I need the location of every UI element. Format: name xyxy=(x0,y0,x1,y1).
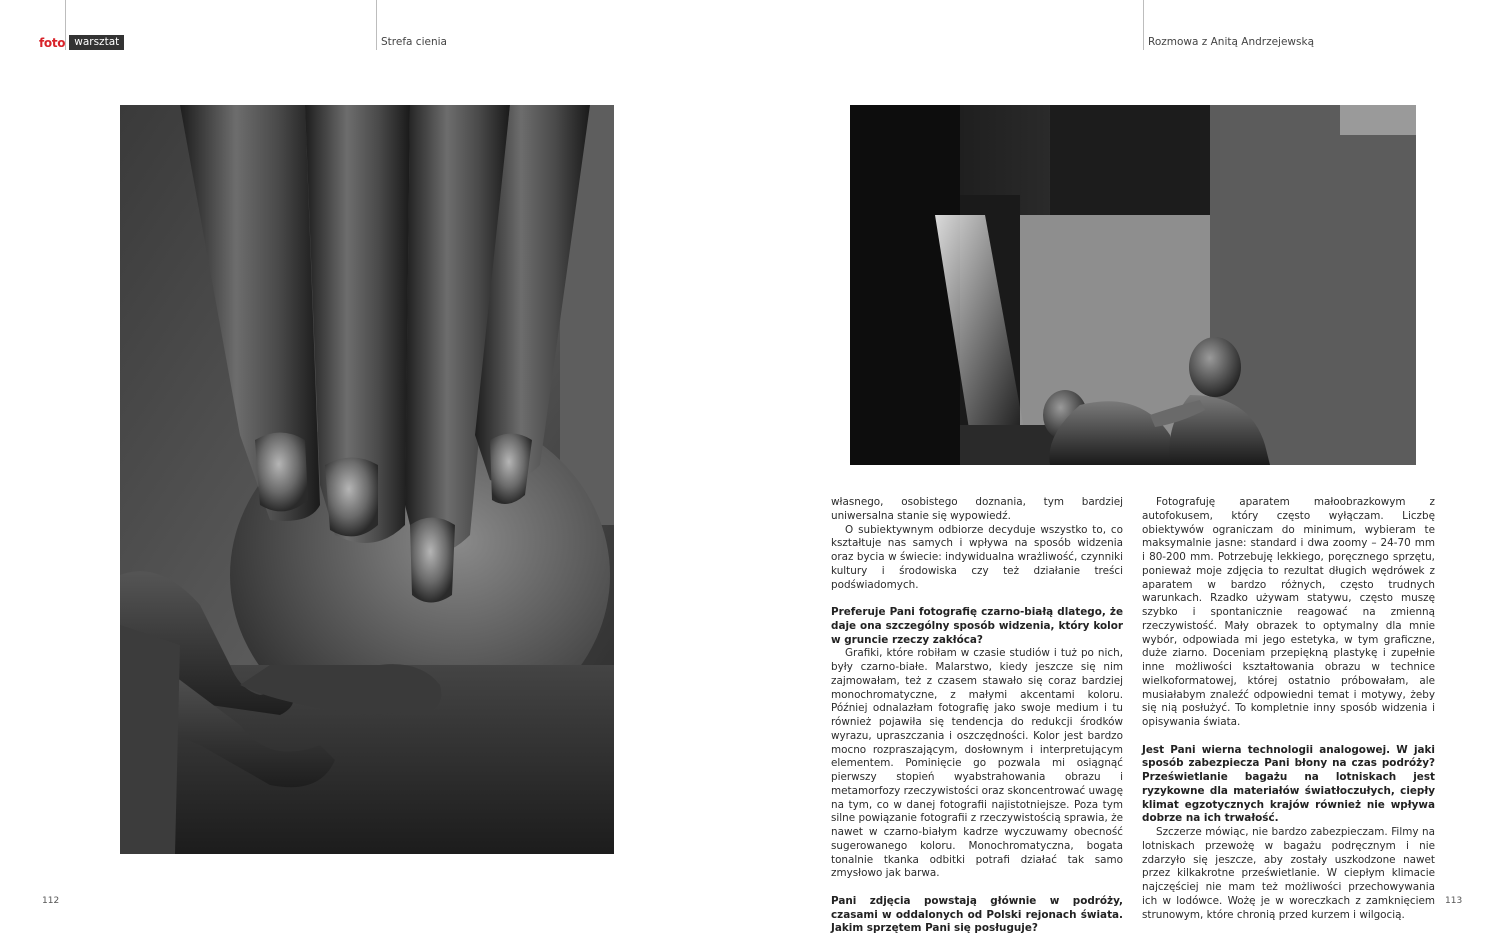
article-column-2 xyxy=(1142,496,1435,922)
interview-question: Preferuje Pani fotografię czarno-białą dlatego, że daje ona szczególny sposób widzenia, który kolor w gruncie rzeczy zakłóca? xyxy=(831,606,1123,646)
header-rule-right xyxy=(1143,0,1144,50)
monks-stairway-photo xyxy=(850,105,1416,465)
statue-hand-photo xyxy=(120,105,614,854)
paragraph: Grafiki, które robiłam w czasie studiów i tuż po nich, były czarno-białe. Malarstwo, kiedy jeszcze się nim zajmowałam, też z czasem stawało się coraz bardziej monochromatyczne, z małymi akcentami koloru. Później odnalazłam fotografię jako swoje medium i tu również pojawiła się tendencja do redukcji środków wyrazu, upraszczania i oszczędności. Kolor jest bardzo mocno rozpraszającym, dosłownym i interpretującym elementem. Pominięcie go pozwala mi osiągnąć pierwszy stopień wyabstrahowania obrazu i metamorfozy rzeczywistości oraz skoncentrować uwagę na tym, co w danej fotografii najistotniejsze. Poza tym silne powiązanie fotografii z rzeczywistością sprawia, że nawet w czarno-białym kadrze wyczuwamy obecność sugerowanego koloru. Monochromatyczna, bogata tonalnie tkanka odbitki potrafi działać tak samo zmysłowo jak barwa. xyxy=(831,647,1123,880)
page-number-right: 113 xyxy=(1445,896,1463,906)
running-title-left: Strefa cienia xyxy=(381,36,447,48)
paragraph: własnego, osobistego doznania, tym bardziej uniwersalna stanie się wypowiedź. xyxy=(831,496,1123,522)
interview-question: Jest Pani wierna technologii analogowej. W jaki sposób zabezpiecza Pani błony na czas podróży? Prześwietlanie bagażu na lotniskach jest ryzykowne dla materiałów światłoczułych, ciepły klimat egzotycznych krajów również nie wpływa dobrze na ich trwałość. xyxy=(1142,743,1435,825)
interview-question: Pani zdjęcia powstają głównie w podróży, czasami w oddalonych od Polski rejonach świata. Jakim sprzętem Pani się posługuje? xyxy=(831,894,1123,935)
magazine-logo xyxy=(39,35,124,50)
paragraph: Fotografuję aparatem małoobrazkowym z autofokusem, który często wyłączam. Liczbę obiektywów ograniczam do minimum, wybieram te maksymalnie jasne: standard i dwa zoomy – 24-70 mm i 80-200 mm. Potrzebuję lekkiego, poręcznego sprzętu, ponieważ moje zdjęcia to rezultat długich wędrówek z aparatem w bardzo różnych, często trudnych warunkach. Rzadko używam statywu, często muszę szybko i spontanicznie reagować na zmienną rzeczywistość. Mały obrazek to optymalny dla mnie wybór, odpowiada mi jego estetyka, w tym graficzne, duże ziarno. Doceniam przepiękną plastykę i zupełnie inne możliwości kształtowania obrazu w technice wielkoformatowej, której ostatnio próbowałam, ale musiałabym znaleźć odpowiedni temat i motywy, żeby się nią posłużyć. To kompletnie inny sposób widzenia i opisywania świata. xyxy=(1142,496,1435,728)
paragraph: O subiektywnym odbiorze decyduje wszystko to, co kształtuje nas samych i wpływa na sposób widzenia oraz bycia w świecie: indywidualna wrażliwość, czynniki kultury i środowiska czy też działanie treści podświadomych. xyxy=(831,523,1123,591)
paragraph: Szczerze mówiąc, nie bardzo zabezpieczam. Filmy na lotniskach przewożę w bagażu podręcznym i nie zdarzyło się jeszcze, aby zostały uszkodzone nawet przez kilkakrotne prześwietlanie. W ciepłym klimacie najczęściej nie mam też możliwości przechowywania ich w lodówce. Wożę je w woreczkach z zamknięciem strunowym, które chronią przed kurzem i wilgocią. xyxy=(1142,826,1435,921)
running-title-right: Rozmowa z Anitą Andrzejewską xyxy=(1148,36,1315,48)
header-rule-center xyxy=(376,0,377,50)
page-number-left: 112 xyxy=(42,896,60,906)
section-tag: warsztat xyxy=(69,35,124,50)
logo-foto: foto xyxy=(39,35,66,50)
article-column-1 xyxy=(831,496,1123,936)
